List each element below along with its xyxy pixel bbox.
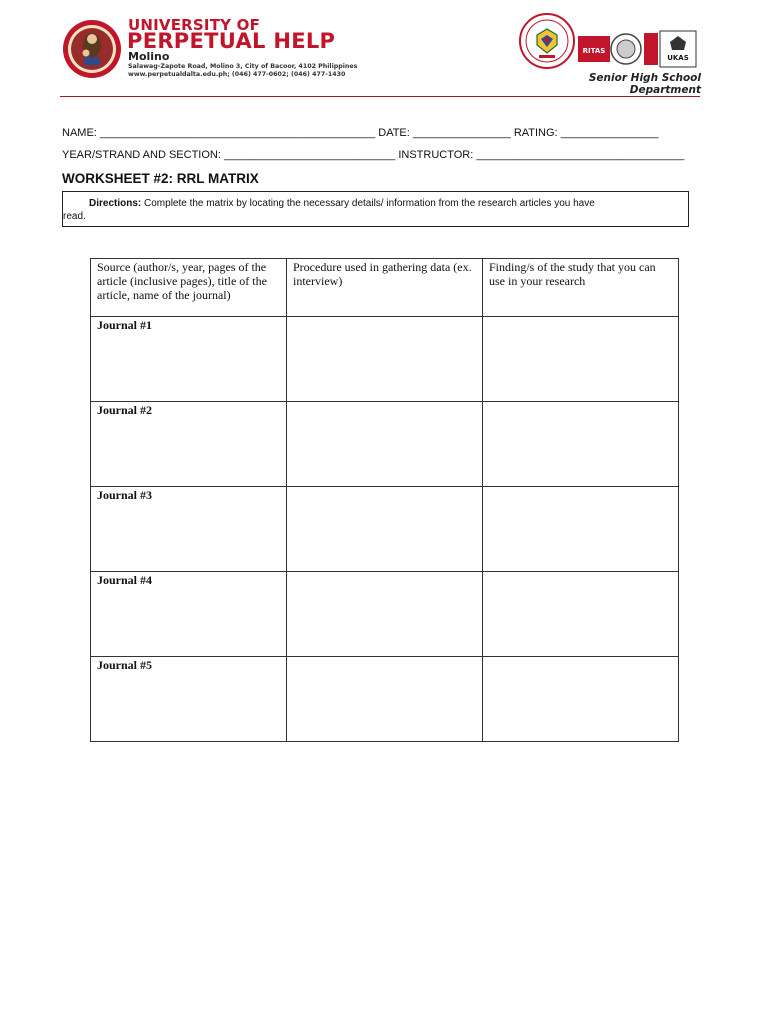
university-contact: www.perpetualdalta.edu.ph; (046) 477-0602; (046) 477-1430 (128, 71, 346, 78)
university-address: Salawag-Zapote Road, Molino 3, City of Bacoor, 4102 Philippines (128, 63, 358, 70)
journal-label: Journal #3 (91, 487, 287, 572)
table-row (91, 317, 679, 402)
journal-label: Journal #2 (91, 402, 287, 487)
column-header-findings: Finding/s of the study that you can use in your research (483, 259, 679, 317)
table-row (91, 402, 679, 487)
university-seal-icon (62, 19, 122, 79)
table-row (91, 487, 679, 572)
column-header-source: Source (author/s, year, pages of the article (inclusive pages), title of the article, name of the journal) (91, 259, 287, 317)
findings-cell[interactable] (483, 572, 679, 657)
findings-cell[interactable] (483, 402, 679, 487)
procedure-cell[interactable] (287, 317, 483, 402)
findings-cell[interactable] (483, 657, 679, 742)
procedure-cell[interactable] (287, 487, 483, 572)
table-row (91, 657, 679, 742)
directions-label: Directions: (89, 198, 142, 209)
directions-body-continued: read. (63, 211, 86, 222)
section-instructor-fields[interactable]: YEAR/STRAND AND SECTION: ____________________________ INSTRUCTOR: __________________________________ (62, 149, 685, 161)
pacucoa-icon: RITAS (582, 47, 606, 55)
journal-label: Journal #1 (91, 317, 287, 402)
department-name: Senior High School Department (588, 72, 701, 96)
directions-box (62, 191, 689, 227)
campus-name: Molino (128, 50, 170, 63)
table-row (91, 572, 679, 657)
rrl-matrix-table (90, 258, 679, 742)
journal-label: Journal #5 (91, 657, 287, 742)
column-header-procedure: Procedure used in gathering data (ex. interview) (287, 259, 483, 317)
university-name-line1: UNIVERSITY OF (128, 16, 261, 34)
accreditation-logos (578, 30, 698, 68)
procedure-cell[interactable] (287, 572, 483, 657)
header-divider (60, 96, 700, 97)
journal-label: Journal #4 (91, 572, 287, 657)
directions-text (63, 197, 669, 222)
university-name-line2: PERPETUAL HELP (127, 29, 336, 53)
table-header-row (91, 259, 679, 317)
name-date-rating-fields[interactable]: NAME: _____________________________________________ DATE: ________________ RATING: ________________ (62, 127, 659, 139)
findings-cell[interactable] (483, 487, 679, 572)
directions-body: Complete the matrix by locating the necessary details/ information from the research articles you have (141, 198, 595, 209)
ukas-icon: UKAS (667, 54, 689, 62)
procedure-cell[interactable] (287, 657, 483, 742)
worksheet-title: WORKSHEET #2: RRL MATRIX (62, 171, 259, 186)
findings-cell[interactable] (483, 317, 679, 402)
senior-high-school-seal-icon (519, 13, 575, 69)
procedure-cell[interactable] (287, 402, 483, 487)
